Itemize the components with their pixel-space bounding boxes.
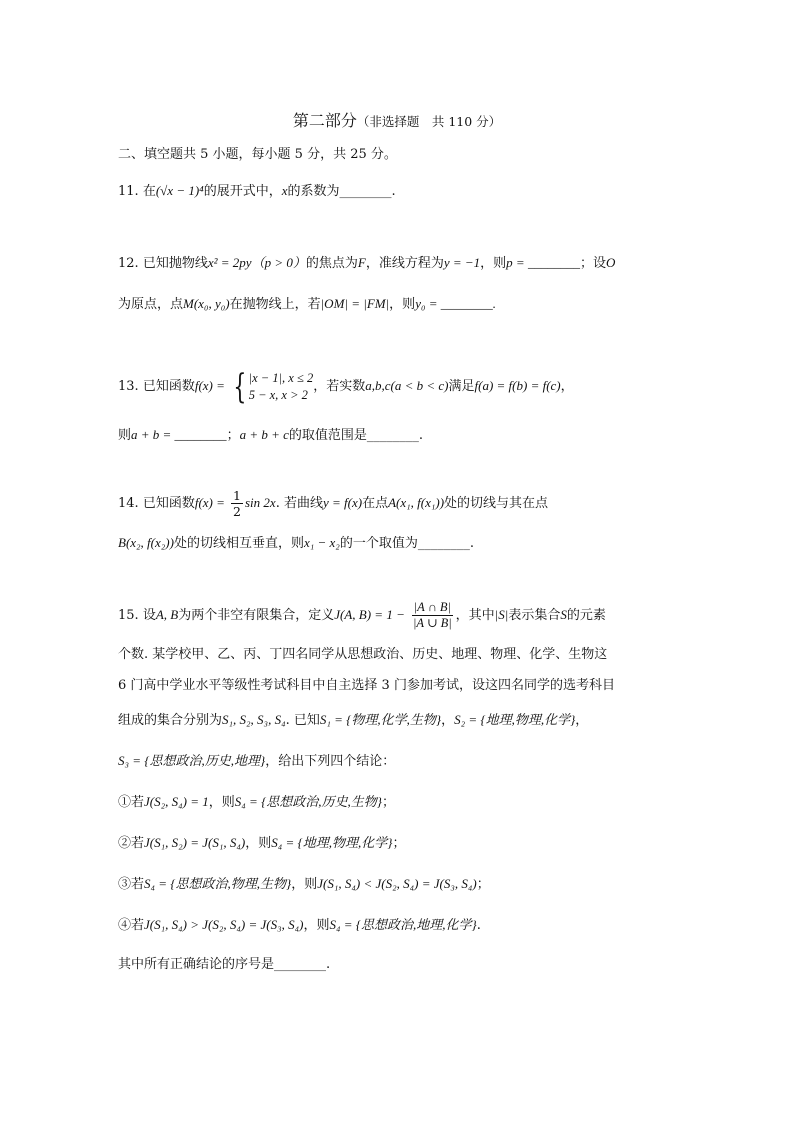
conclusion-3 (118, 875, 490, 894)
math-expression: (√x − 1)⁴ (155, 183, 204, 198)
text: 的取值范围是________. (288, 428, 424, 443)
text: 组成的集合分别为 (118, 713, 223, 728)
math-expression: |S| (494, 607, 509, 622)
text: ， (575, 713, 589, 728)
text: 处的切线相互垂直，则 (173, 536, 304, 551)
question-number: 13. (118, 379, 139, 394)
math-expression: S₄ = {思想政治,地理,化学} (329, 917, 477, 932)
math-expression: S₄ = {地理,物理,化学} (271, 835, 393, 850)
text: ，则 (291, 877, 318, 892)
conclusion-4 (118, 916, 481, 935)
text: ； (392, 836, 406, 851)
math-expression: |OM| = |FM| (320, 296, 390, 311)
text: ，给出下列四个结论： (265, 754, 396, 769)
text: 在点 (362, 496, 389, 511)
question-13-line-2 (118, 426, 423, 445)
text: ，则 (389, 297, 416, 312)
conclusion-1 (118, 793, 395, 812)
text: ， (560, 379, 574, 394)
text: 处的切线与其在点 (444, 496, 549, 511)
question-number: 15. (118, 608, 139, 623)
text: 为原点，点 (118, 297, 184, 312)
text: ，则 (480, 256, 507, 271)
piecewise-function (229, 366, 314, 407)
question-12-line-2 (118, 295, 496, 314)
text: ； (476, 877, 490, 892)
text: ，则 (245, 836, 272, 851)
math-expression: S₂ = {地理,物理,化学} (454, 712, 576, 727)
math-expression: J(S₁, S₄) > J(S₂, S₄) = J(S₃, S₄) (144, 917, 304, 932)
text: 的焦点为 (305, 256, 358, 271)
question-15-line-5 (118, 752, 395, 771)
text: 设 (142, 608, 156, 623)
text: 在抛物线上，若 (229, 297, 321, 312)
math-expression: M(x₀, y₀) (183, 296, 230, 311)
math-variable: S (560, 607, 567, 622)
text: ①若 (118, 795, 145, 810)
text: ②若 (118, 836, 145, 851)
text: 为两个非空有限集合，定义 (178, 608, 335, 623)
fraction (231, 488, 243, 519)
answer-blank: p = ________ (506, 255, 580, 270)
math-expression: （p > 0） (251, 255, 306, 270)
title-main: 第二部分 (292, 111, 357, 130)
conclusion-2 (118, 834, 405, 853)
brace-symbol: { (233, 366, 247, 407)
math-expression: J(S₁, S₂) = J(S₁, S₄) (144, 835, 246, 850)
question-12-line-1 (118, 254, 615, 273)
text: 满足 (448, 379, 475, 394)
math-expression: B(x₂, f(x₂)) (118, 535, 174, 550)
question-15-line-1 (118, 598, 606, 633)
text: ；设 (579, 256, 606, 271)
text: 的展开式中， (203, 184, 282, 199)
math-expression: a,b,c (365, 378, 391, 393)
fraction-denominator: |A ∪ B| (413, 616, 452, 630)
math-expression: sin 2x (245, 495, 276, 510)
question-number: 12. (118, 256, 139, 271)
question-14-line-1 (118, 486, 548, 521)
answer-blank: y₀ = ________. (415, 296, 496, 311)
fraction-numerator: 1 (233, 488, 241, 503)
math-expression: S₁, S₂, S₃, S₄ (222, 712, 286, 727)
text: 已知抛物线 (142, 256, 208, 271)
math-expression: f(x) = (194, 495, 225, 510)
math-expression: y = −1 (443, 255, 481, 270)
text: ，则 (208, 795, 235, 810)
math-expression: A, B (155, 607, 179, 622)
text: ，若实数 (313, 379, 366, 394)
fraction-denominator: 2 (233, 504, 241, 519)
text: 则 (118, 428, 132, 443)
fraction-numerator: |A ∩ B| (413, 600, 451, 614)
text: 已知函数 (142, 379, 195, 394)
title-sub: （非选择题 共 110 分） (356, 114, 502, 129)
text: ，其中 (455, 608, 495, 623)
text: ，准线方程为 (365, 256, 444, 271)
question-14-line-2 (118, 534, 474, 553)
math-expression: S₄ = {思想政治,历史,生物} (234, 794, 382, 809)
math-expression: a + b + c (239, 427, 289, 442)
text: ； (226, 428, 240, 443)
question-15-line-3: 6 门高中学业水平等级性考试科目中自主选择 3 门参加考试，设这四名同学的选考科目 (118, 678, 615, 693)
text: . 已知 (285, 713, 320, 728)
math-expression: y = f(x) (322, 495, 363, 510)
text: ③若 (118, 877, 145, 892)
math-variable: x (281, 183, 288, 198)
math-expression: x₁ − x₂ (303, 535, 340, 550)
text: 已知函数 (142, 496, 195, 511)
answer-blank: a + b = ________ (131, 427, 227, 442)
math-expression: A(x₁, f(x₁)) (388, 495, 445, 510)
section-heading: 二、填空题共 5 小题，每小题 5 分，共 25 分。 (118, 147, 397, 162)
piecewise-case-1: |x − 1|, x ≤ 2 (248, 370, 314, 385)
math-expression: f(a) = f(b) = f(c) (474, 378, 561, 393)
math-expression: S₁ = {物理,化学,生物} (319, 712, 442, 727)
question-15-final: 其中所有正确结论的序号是________. (118, 957, 331, 972)
math-variable: F (357, 255, 366, 270)
text: ； (381, 795, 395, 810)
page-title (0, 108, 794, 131)
math-expression: f(x) = (194, 378, 225, 393)
math-expression: (a < b < c) (390, 378, 449, 393)
math-expression: J(A, B) = 1 − (334, 607, 405, 622)
text: ，则 (303, 918, 330, 933)
text: 的系数为________. (287, 184, 396, 199)
text: 在 (142, 184, 156, 199)
math-expression: S₄ = {思想政治,物理,生物} (144, 876, 292, 891)
question-15-line-4 (118, 711, 588, 730)
question-11 (118, 182, 396, 201)
text: ， (441, 713, 455, 728)
text: . 若曲线 (275, 496, 323, 511)
question-15-line-2: 个数. 某学校甲、乙、丙、丁四名同学从思想政治、历史、地理、物理、化学、生物这 (118, 647, 608, 662)
question-number: 11. (118, 184, 139, 199)
text: 表示集合 (508, 608, 561, 623)
text: 的元素 (566, 608, 606, 623)
math-variable: O (605, 255, 616, 270)
question-13-line-1 (118, 366, 574, 407)
math-expression: J(S₂, S₄) = 1 (144, 794, 209, 809)
math-expression: J(S₁, S₄) < J(S₂, S₄) = J(S₃, S₄) (317, 876, 477, 891)
math-expression: x² = 2py (207, 255, 252, 270)
piecewise-case-2: 5 − x, x > 2 (248, 387, 308, 402)
text: . (476, 918, 481, 933)
text: ④若 (118, 918, 145, 933)
math-expression: S₃ = {思想政治,历史,地理} (118, 753, 266, 768)
text: 的一个取值为________. (339, 536, 474, 551)
question-number: 14. (118, 496, 139, 511)
fraction (411, 600, 454, 631)
